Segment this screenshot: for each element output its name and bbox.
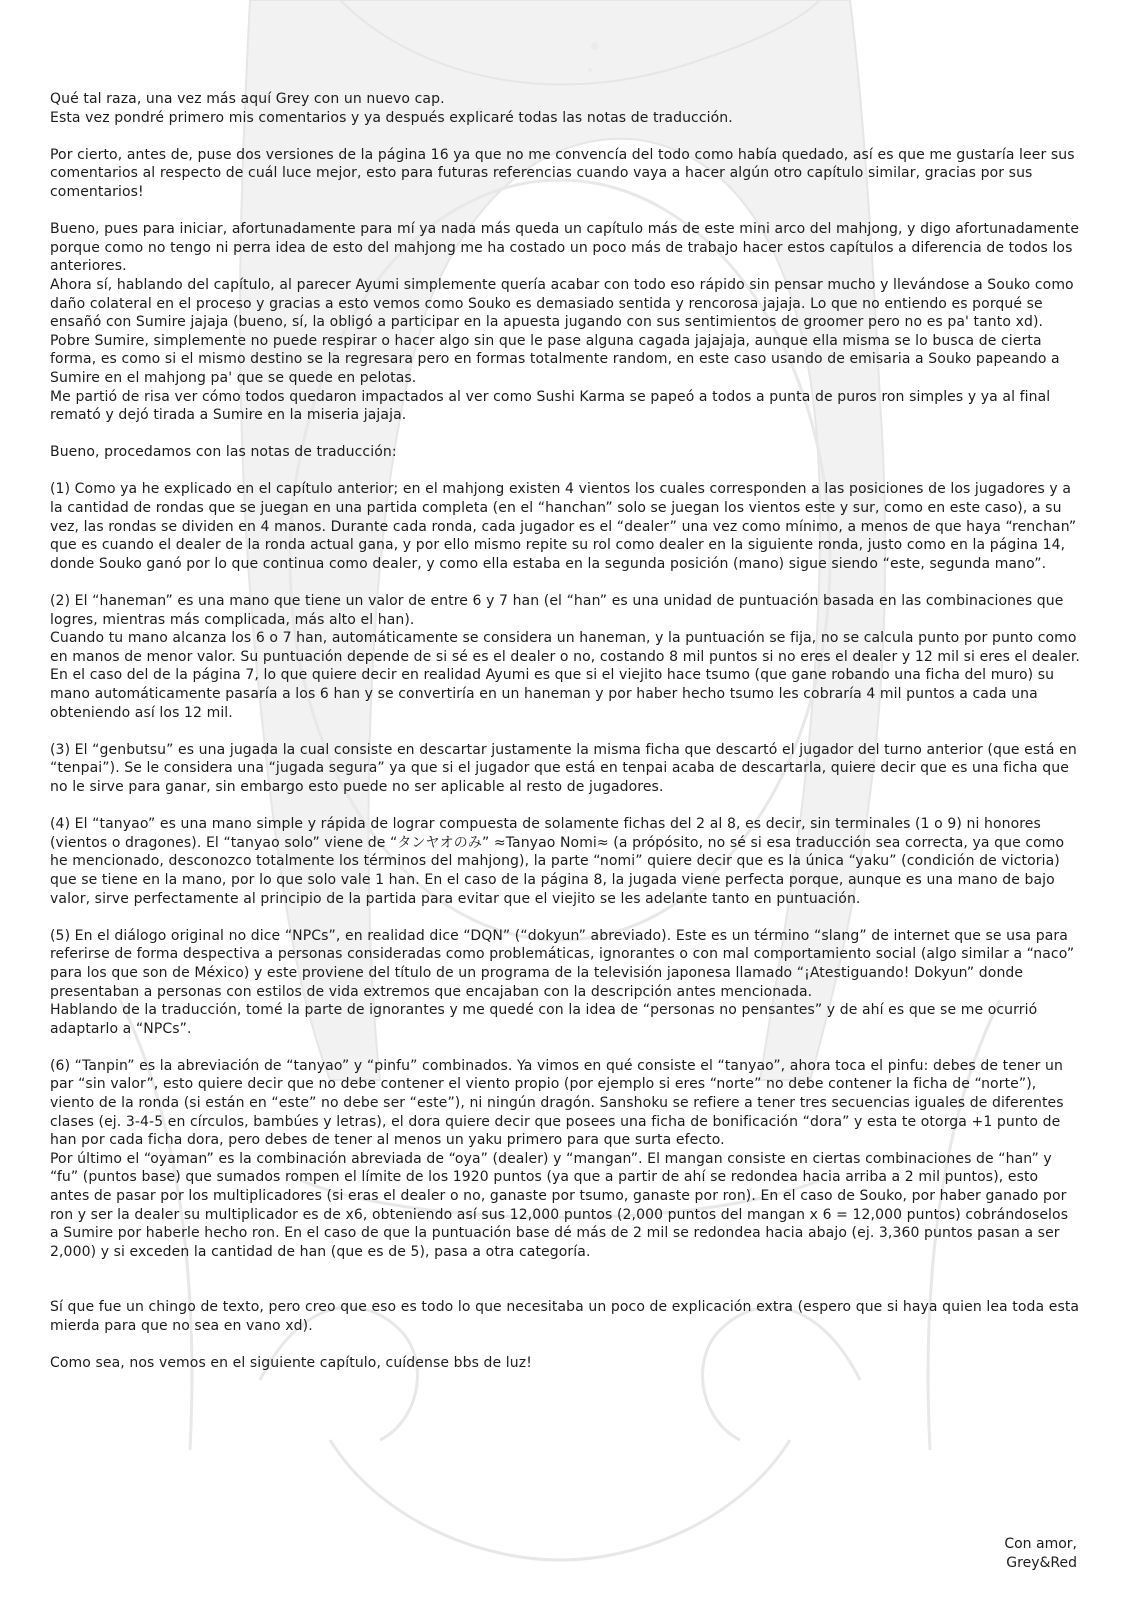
notes-intro-paragraph: Bueno, procedamos con las notas de traducción:	[50, 444, 397, 461]
signoff-line-2: Grey&Red	[1006, 1554, 1077, 1571]
note-3-paragraph: (3) El “genbutsu” es una jugada la cual consiste en descartar justamente la misma ficha que descartó el jugador del turno anterior (que está en “tenpai”). Se le considera una “jugada segura” ya que si el jugador que está en tenpai acaba de descartarla, quiere decir que es una ficha que no le sirve para ganar, sin embargo esto puede no ser aplicable al resto de jugadores.	[50, 741, 1077, 795]
signoff-line-1: Con amor,	[1004, 1536, 1077, 1552]
note-2-paragraph: (2) El “haneman” es una mano que tiene un valor de entre 6 y 7 han (el “han” es una unidad de puntuación basada en las combinaciones que logres, mientras más complicada, más alto el han). Cuando tu mano alcanza los 6 o 7 han, automáticamente se considera un haneman, y la puntuación se fija, no se calcula punto por punto como en manos de menor valor. Su puntuación depende de si sé es el dealer o no, costando 8 mil puntos si no eres el dealer y 12 mil si eres el dealer. En el caso del de la página 7, lo que quiere decir en realidad Ayumi es que si el viejito hace tsumo (que gane robando una ficha del muro) su mano automáticamente pasaría a los 6 han y se convertiría en un haneman y por haber hecho tsumo les cobraría 4 mil puntos a cada una obteniendo así los 12 mil.	[50, 593, 1080, 721]
note-5-paragraph: (5) En el diálogo original no dice “NPCs”, en realidad dice “DQN” (“dokyun” abreviado). Este es un término “slang” de internet que se usa para referirse de forma despectiva a personas consideradas como problemáticas, ignorantes o con mal comportamiento social (algo similar a “naco” para los que son de México) y este proviene del título de un programa de la televisión japonesa llamado “¡Atestiguando! Dokyun” donde presentaban a personas con estilos de vida extremos que encajaban con la descripción antes mencionada. Hablando de la traducción, tomé la parte de ignorantes y me quedé con la idea de “personas no pensantes” y de ahí es que se me ocurrió adaptarlo a “NPCs”.	[50, 927, 1075, 1037]
signature-block	[1004, 1535, 1077, 1572]
note-4-paragraph: (4) El “tanyao” es una mano simple y rápida de lograr compuesta de solamente fichas del 2 al 8, es decir, sin terminales (1 o 9) ni honores (vientos o dragones). El “tanyao solo” viene de “タンヤオのみ” ≈Tanyao Nomi≈ (a própósito, no sé si esa traducción sea correcta, ya que como he mencionado, desconozco totalmente los términos del mahjong), la parte “nomi” quiere decir que es la única “yaku” (condición de victoria) que se tiene en la mano, por lo que solo vale 1 han. En el caso de la página 8, la jugada viene perfecta porque, aunque es una mano de bajo valor, sirve perfectamente al principio de la partida para evitar que el viejito se les adelante tanto en puntuación.	[50, 816, 1065, 907]
note-1-paragraph: (1) Como ya he explicado en el capítulo anterior; en el mahjong existen 4 vientos los cuales corresponden a las posiciones de los jugadores y a la cantidad de rondas que se juegan en una partida completa (en el “hanchan” solo se juegan los vientos este y sur, como en este caso), a su vez, las rondas se dividen en 4 manos. Durante cada ronda, cada jugador es el “dealer” una vez como mínimo, a menos de que haya “renchan” que es cuando el dealer de la ronda actual gana, y por ello mismo repite su rol como dealer en la siguiente ronda, justo como en la página 14, donde Souko ganó por lo que continua como dealer, y como ella estaba en la segunda posición (mano) sigue siendo “este, segunda mano”.	[50, 481, 1077, 572]
chapter-comments-paragraph: Bueno, pues para iniciar, afortunadamente para mí ya nada más queda un capítulo más de este mini arco del mahjong, y digo afortunadamente porque como no tengo ni perra idea de esto del mahjong me ha costado un poco más de trabajo hacer estos capítulos a diferencia de todos los anteriores. Ahora sí, hablando del capítulo, al parecer Ayumi simplemente quería acabar con todo eso rápido sin pensar mucho y llevándose a Souko como daño colateral en el proceso y gracias a esto vemos como Souko es demasiado sentida y rencorosa jajaja. Lo que no entiendo es porqué se ensañó con Sumire jajaja (bueno, sí, la obligó a participar en la apuesta jugando con sus sentimientos de groomer pero no es pa' tanto xd). Pobre Sumire, simplemente no puede respirar o hacer algo sin que le pase alguna cagada jajajaja, aunque ella misma se lo busca de cierta forma, es como si el mismo destino se la regresara pero en formas totalmente random, en este caso usando de emisaria a Souko papeando a Sumire en el mahjong pa' que se quede en pelotas. Me partió de risa ver cómo todos quedaron impactados al ver como Sushi Karma se papeó a todos a punta de puros ron simples y ya al final remató y dejó tirada a Sumire en la miseria jajaja.	[50, 221, 1080, 424]
closing-paragraph: Sí que fue un chingo de texto, pero creo que eso es todo lo que necesitaba un poco de explicación extra (espero que si haya quien lea toda esta mierda para que no sea en vano xd).	[50, 1299, 1080, 1334]
farewell-paragraph: Como sea, nos vemos en el siguiente capítulo, cuídense bbs de luz!	[50, 1355, 532, 1372]
intro-paragraph: Qué tal raza, una vez más aquí Grey con un nuevo cap. Esta vez pondré primero mis comentarios y ya después explicaré todas las notas de traducción.	[50, 91, 733, 126]
translator-notes-text	[50, 90, 1080, 1391]
page-16-versions-paragraph: Por cierto, antes de, puse dos versiones de la página 16 ya que no me convencía del todo como había quedado, así es que me gustaría leer sus comentarios al respecto de cuál luce mejor, esto para futuras referencias cuando vaya a hacer algún otro capítulo similar, gracias por sus comentarios!	[50, 146, 1075, 200]
note-6-paragraph: (6) “Tanpin” es la abreviación de “tanyao” y “pinfu” combinados. Ya vimos en qué consiste el “tanyao”, ahora toca el pinfu: debes de tener un par “sin valor”, esto quiere decir que no debe contener el viento propio (por ejemplo si eres “norte” no debe contener la ficha de “norte”), viento de la ronda (si están en “este” no debe ser “este”), ni ningún dragón. Sanshoku se refiere a tener tres secuencias iguales de diferentes clases (ej. 3-4-5 en círculos, bambúes y letras), el dora quiere decir que posees una ficha de bonificación “dora” y esta te otorga +1 punto de han por cada ficha dora, pero debes de tener al menos un yaku primero para que surta efecto. Por último el “oyaman” es la combinación abreviada de “oya” (dealer) y “mangan”. El mangan consiste en ciertas combinaciones de “han” y “fu” (puntos base) que sumados rompen el límite de los 1920 puntos (ya que a partir de ahí se redondea hacia arriba a 2 mil puntos), esto antes de pasar por los multiplicadores (si eras el dealer o no, ganaste por tsumo, ganaste por ron). En el caso de Souko, por haber ganado por ron y ser la dealer su multiplicador es de x6, obteniendo así sus 12,000 puntos (2,000 puntos del mangan x 6 = 12,000 puntos) cobrándoselos a Sumire por haberle hecho ron. En el caso de que la puntuación base dé más de 2 mil se redondea hacia abajo (ej. 3,360 puntos pasan a ser 2,000) y si exceden la cantidad de han (que es de 5), pasa a otra categoría.	[50, 1057, 1069, 1260]
